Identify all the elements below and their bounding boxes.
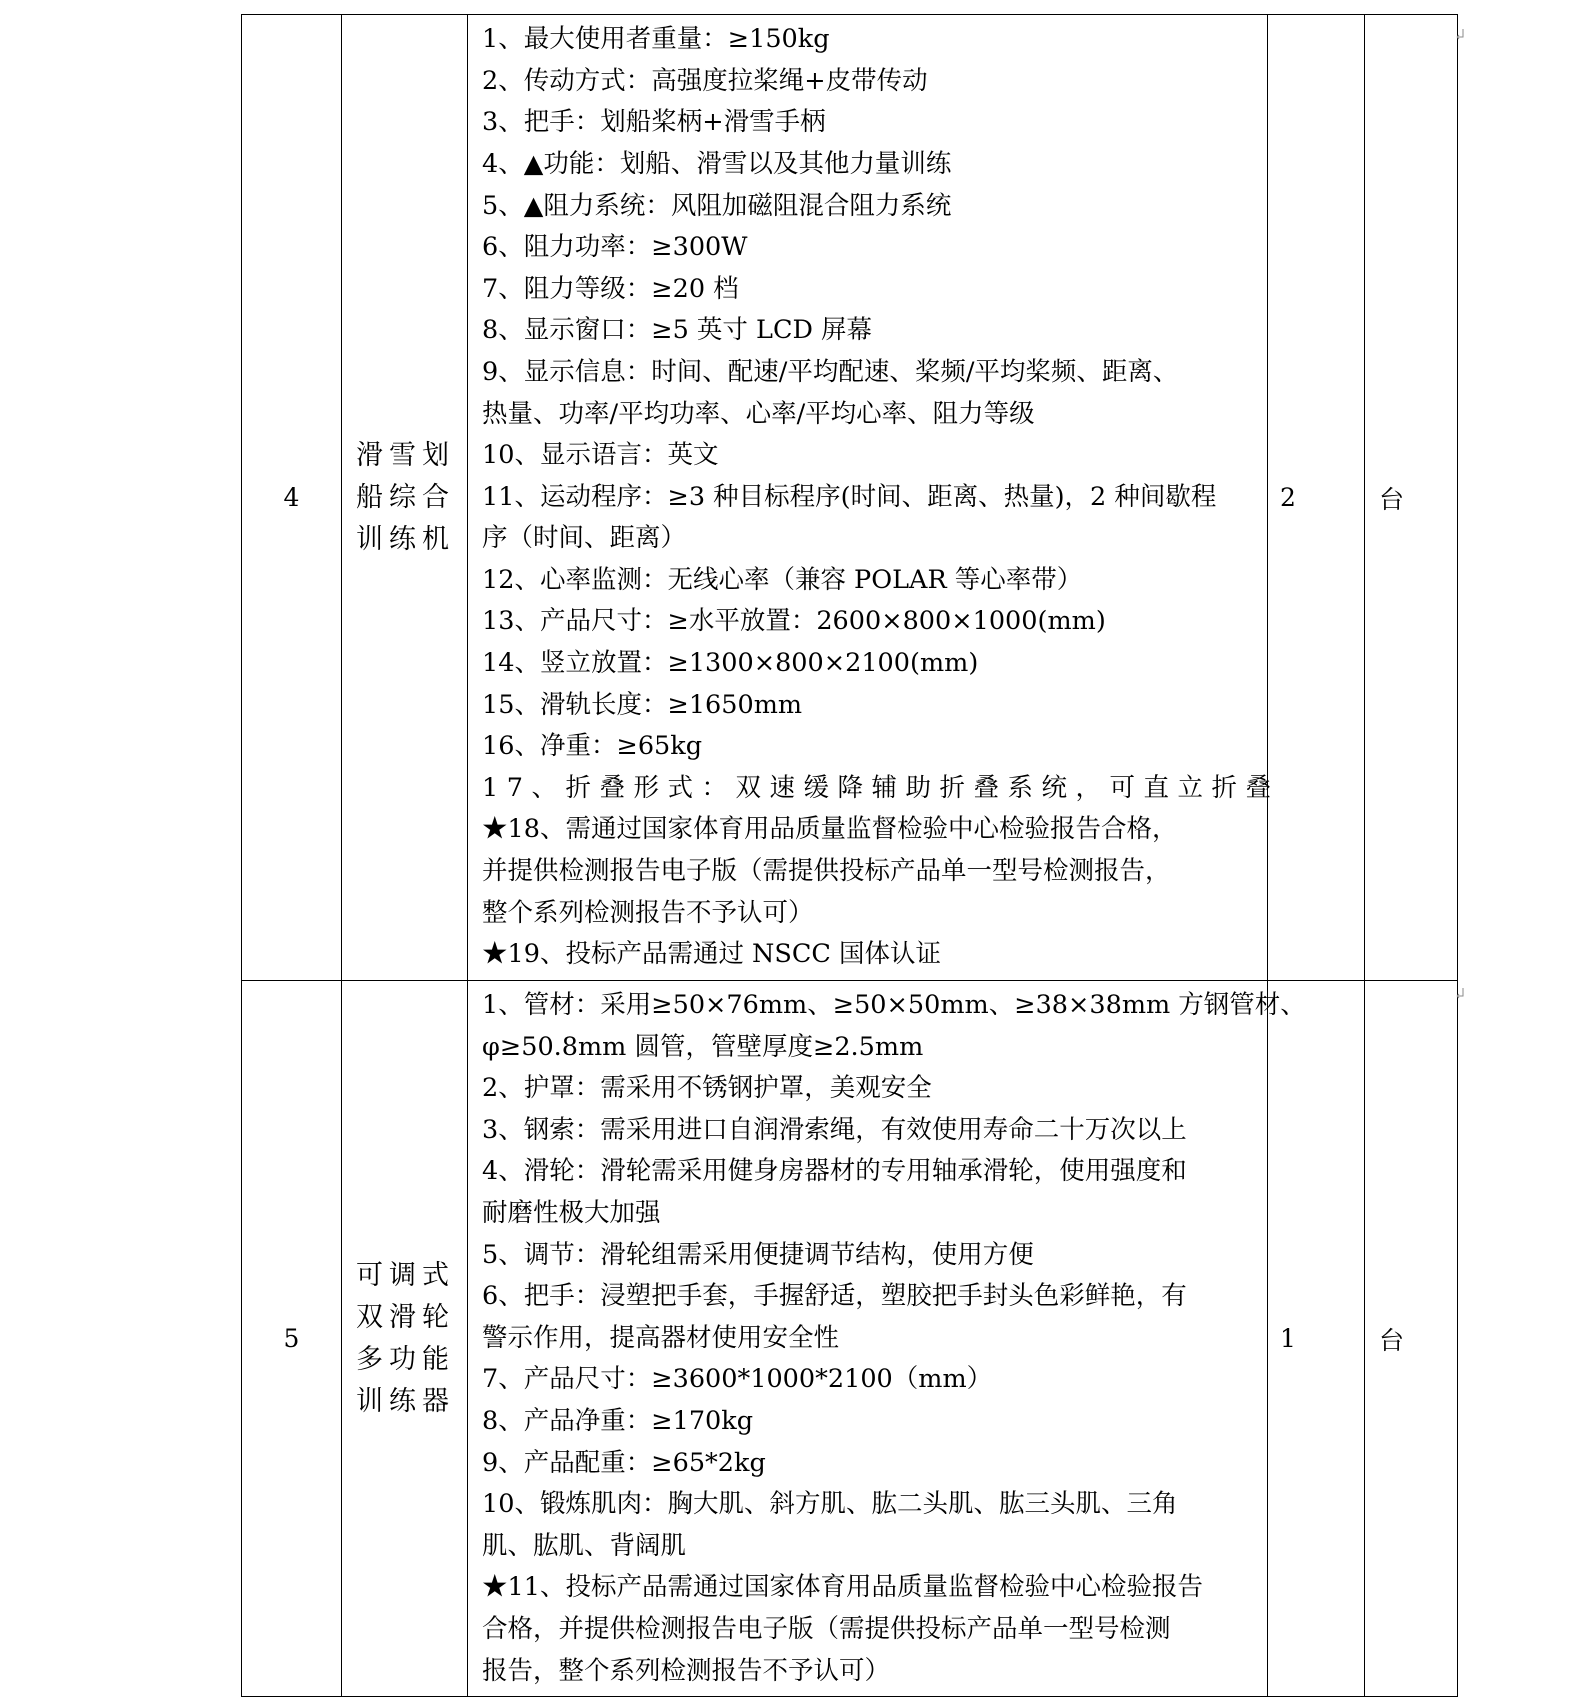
spec-table [241,14,1458,1697]
spec-line: 11、运动程序：≥3 种目标程序(时间、距离、热量)，2 种间歇程 [482,481,1217,512]
spec-line: 警示作用，提高器材使用安全性 [482,1322,840,1353]
spec-cell [468,15,1280,981]
spec-line: 13、产品尺寸：≥水平放置：2600×800×1000(mm) [482,606,1106,637]
item-unit: 台 [1365,981,1458,1697]
spec-line: 并提供检测报告电子版（需提供投标产品单一型号检测报告， [482,856,1171,887]
spec-line: 耐磨性极大加强 [482,1197,661,1228]
item-quantity: 1 [1268,981,1365,1697]
spec-line: 6、阻力功率：≥300W [482,232,748,263]
spec-line: 7、阻力等级：≥20 档 [482,273,739,304]
spec-line: 4、滑轮：滑轮需采用健身房器材的专用轴承滑轮，使用强度和 [482,1156,1187,1187]
spec-line: 5、▲阻力系统：风阻加磁阻混合阻力系统 [482,190,952,221]
spec-line: 报告，整个系列检测报告不予认可） [482,1655,891,1686]
spec-line: 3、钢索：需采用进口自润滑索绳，有效使用寿命二十万次以上 [482,1114,1187,1145]
item-name: 可调式双滑轮多功能训练器 [356,1259,455,1417]
spec-line: 6、把手：浸塑把手套，手握舒适，塑胶把手封头色彩鲜艳，有 [482,1281,1187,1312]
spec-line: 8、产品净重：≥170kg [482,1405,754,1436]
item-name: 滑雪划船综合训练机 [356,439,455,555]
spec-line: ★11、投标产品需通过国家体育用品质量监督检验中心检验报告 [482,1572,1203,1603]
item-name-cell [342,15,468,981]
spec-line: 15、滑轨长度：≥1650mm [482,689,803,720]
spec-line: ★19、投标产品需通过 NSCC 国体认证 [482,939,941,970]
spec-line: 16、净重：≥65kg [482,731,703,762]
spec-line: 1、管材：采用≥50×76mm、≥50×50mm、≥38×38mm 方钢管材、 [482,990,1306,1020]
spec-line: 2、护罩：需采用不锈钢护罩，美观安全 [482,1073,932,1104]
spec-line: 17、折叠形式：双速缓降辅助折叠系统，可直立折叠 [482,772,1280,803]
spec-line: 5、调节：滑轮组需采用便捷调节结构，使用方便 [482,1239,1034,1270]
spec-line: 14、竖立放置：≥1300×800×2100(mm) [482,648,979,679]
spec-line: 9、产品配重：≥65*2kg [482,1447,766,1478]
spec-line: 10、显示语言：英文 [482,440,719,471]
item-unit: 台 [1365,15,1458,981]
spec-line: ★18、需通过国家体育用品质量监督检验中心检验报告合格， [482,814,1178,845]
spec-line: 整个系列检测报告不予认可） [482,897,814,928]
table-row [242,981,1458,1697]
spec-line: 9、显示信息：时间、配速/平均配速、桨频/平均桨频、距离、 [482,356,1179,387]
item-number: 4 [242,15,342,981]
spec-line: 合格，并提供检测报告电子版（需提供投标产品单一型号检测 [482,1613,1171,1644]
item-name-cell [342,981,468,1697]
spec-line: 8、显示窗口：≥5 英寸 LCD 屏幕 [482,315,873,346]
table-row [242,15,1458,981]
spec-line: 2、传动方式：高强度拉桨绳+皮带传动 [482,65,928,96]
spec-line: 肌、肱肌、背阔肌 [482,1530,687,1561]
spec-line: 12、心率监测：无线心率（兼容 POLAR 等心率带） [482,564,1083,595]
spec-line: 4、▲功能：划船、滑雪以及其他力量训练 [482,148,952,179]
spec-line: 1、最大使用者重量：≥150kg [482,24,830,55]
spec-line: 热量、功率/平均功率、心率/平均心率、阻力等级 [482,398,1035,429]
spec-line: 3、把手：划船桨柄+滑雪手柄 [482,107,826,138]
spec-line: 序（时间、距离） [482,523,687,554]
item-quantity: 2 [1268,15,1365,981]
paragraph-mark-icon [1455,28,1465,42]
paragraph-mark-icon [1455,987,1465,1001]
spec-line: 7、产品尺寸：≥3600*1000*2100（mm） [482,1364,993,1395]
spec-line: 10、锻炼肌肉：胸大肌、斜方肌、肱二头肌、肱三头肌、三角 [482,1489,1178,1520]
spec-line: φ≥50.8mm 圆管，管壁厚度≥2.5mm [482,1031,924,1062]
item-number: 5 [242,981,342,1697]
spec-cell [468,981,1306,1697]
